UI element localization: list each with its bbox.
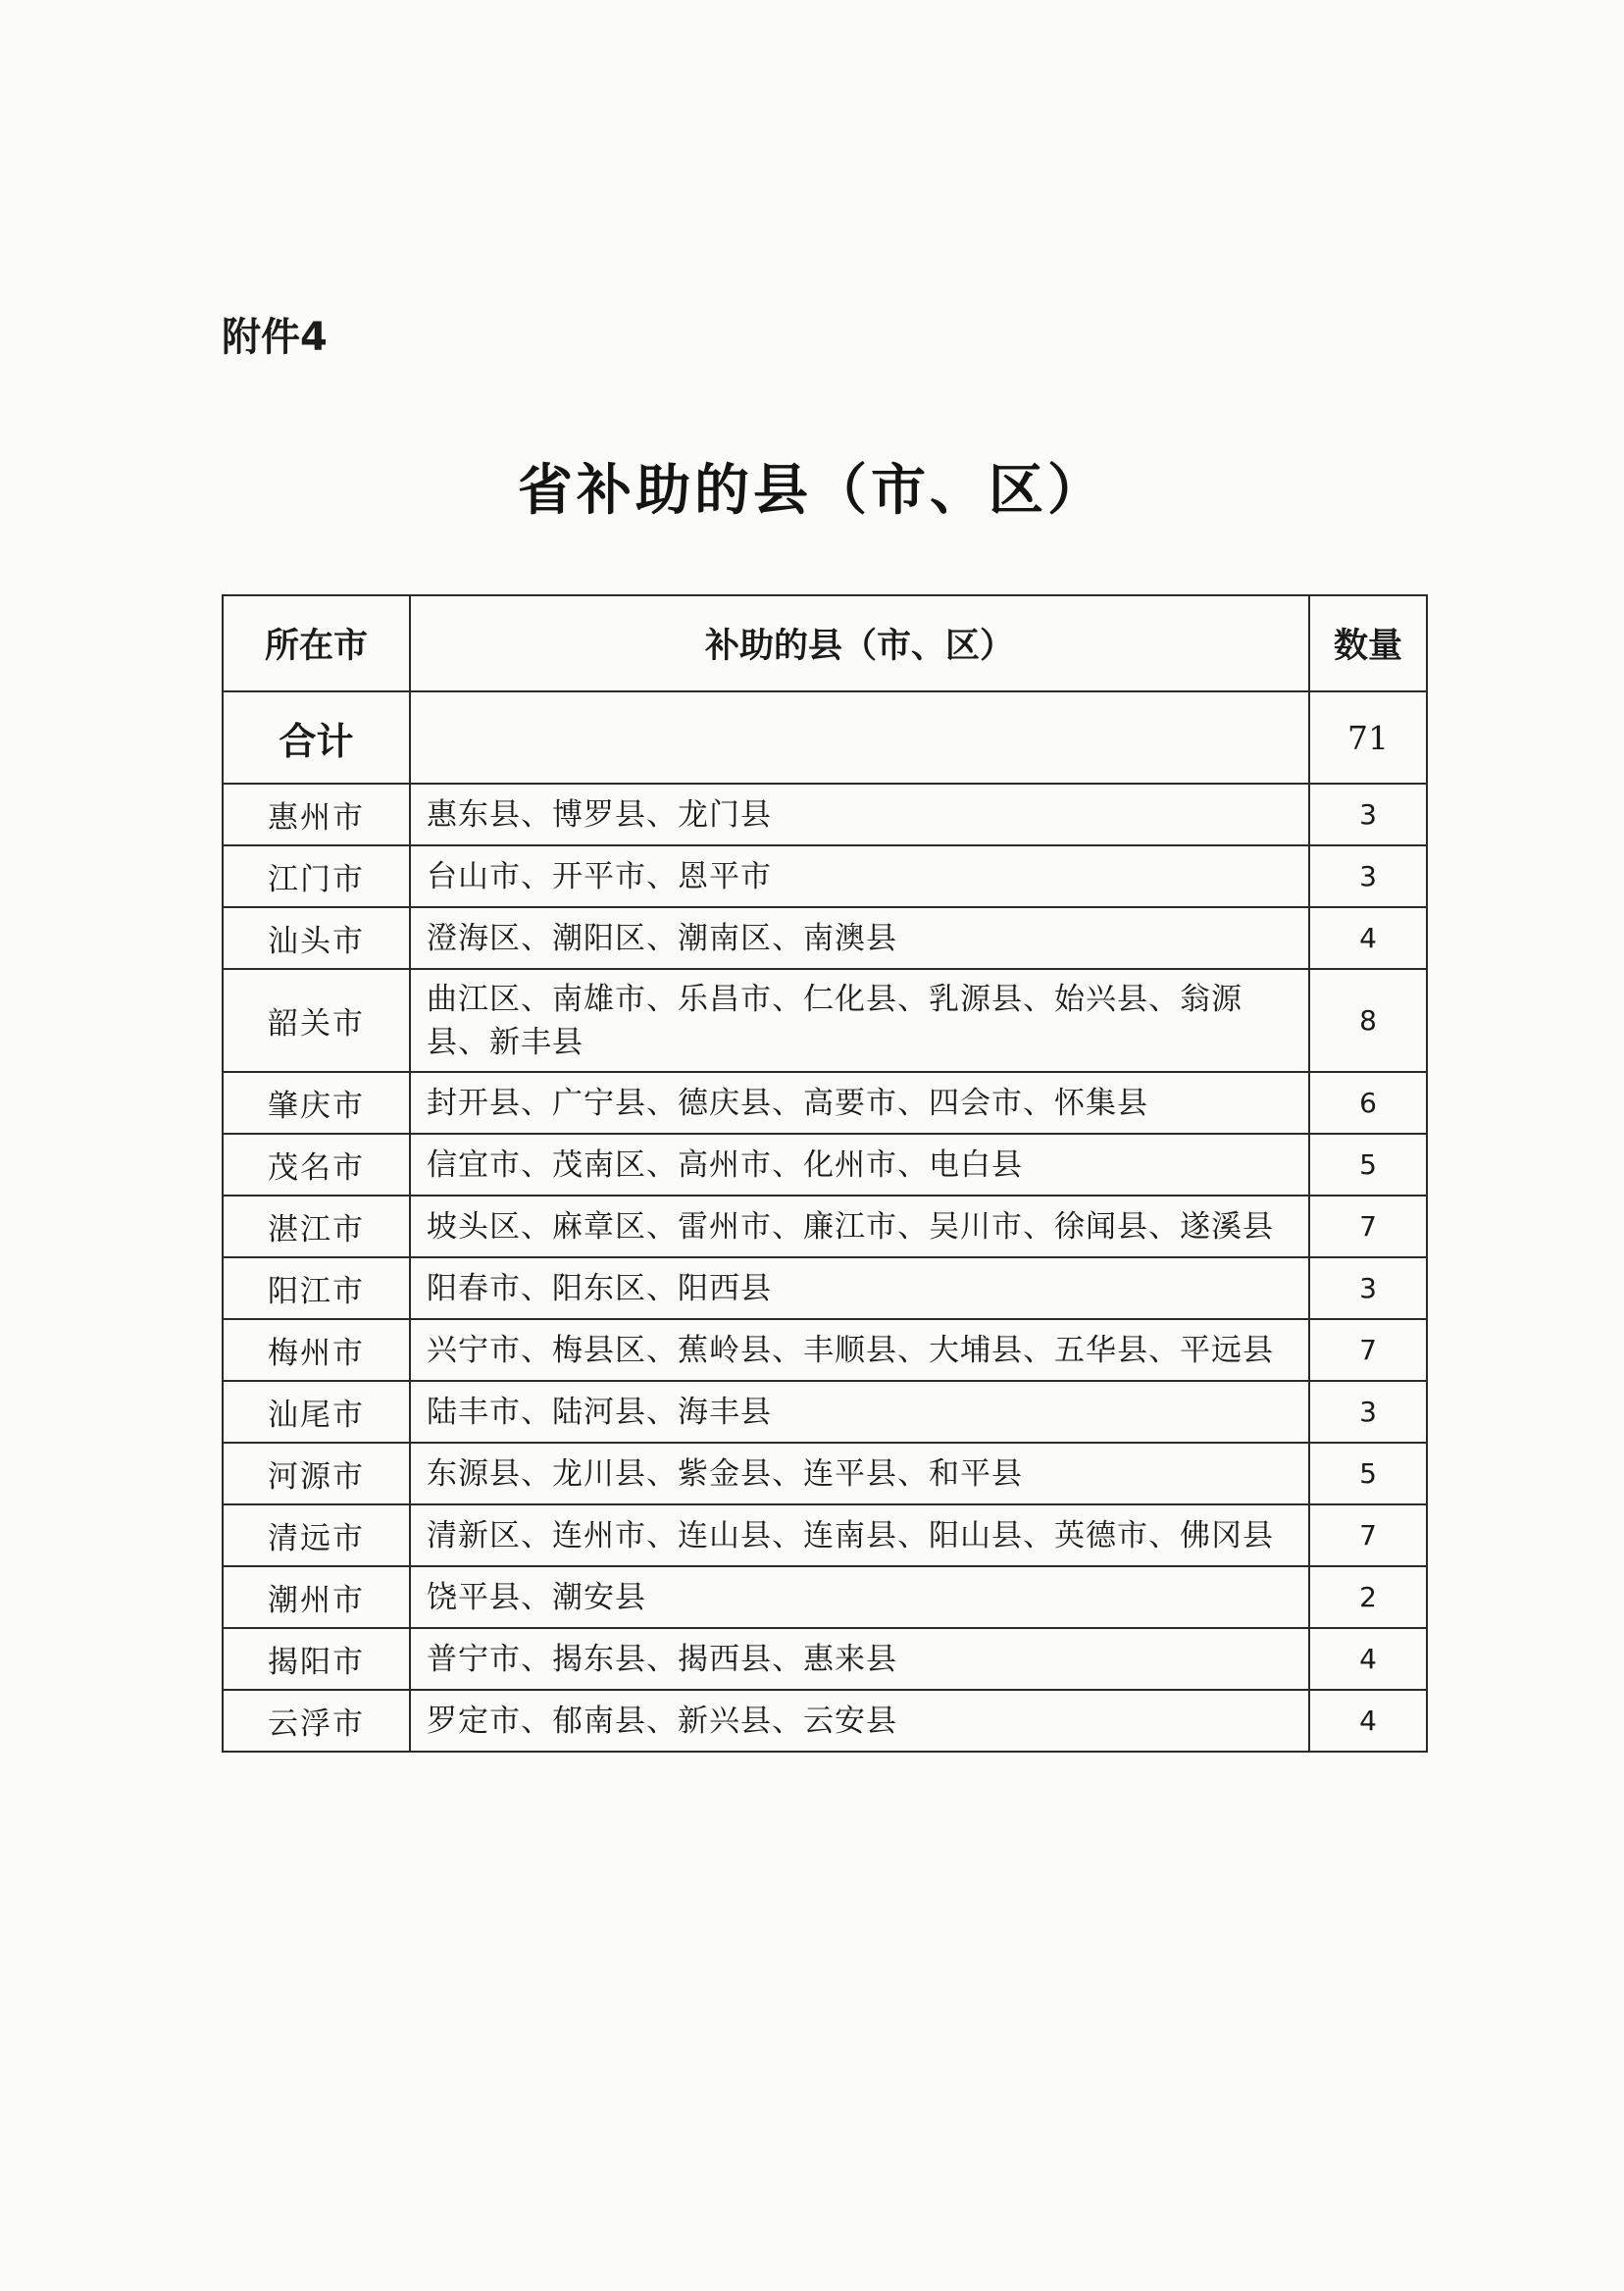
count-cell: 3 <box>1309 1381 1427 1443</box>
counties-cell: 封开县、广宁县、德庆县、高要市、四会市、怀集县 <box>410 1072 1309 1134</box>
counties-cell: 信宜市、茂南区、高州市、化州市、电白县 <box>410 1134 1309 1196</box>
counties-cell: 清新区、连州市、连山县、连南县、阳山县、英德市、佛冈县 <box>410 1504 1309 1566</box>
counties-cell: 普宁市、揭东县、揭西县、惠来县 <box>410 1628 1309 1690</box>
count-cell: 4 <box>1309 1628 1427 1690</box>
city-cell: 汕尾市 <box>223 1381 410 1443</box>
counties-cell: 饶平县、潮安县 <box>410 1566 1309 1628</box>
city-cell: 云浮市 <box>223 1690 410 1752</box>
counties-cell: 曲江区、南雄市、乐昌市、仁化县、乳源县、始兴县、翁源县、新丰县 <box>410 969 1309 1072</box>
counties-cell: 东源县、龙川县、紫金县、连平县、和平县 <box>410 1443 1309 1504</box>
table-row <box>223 845 1427 907</box>
header-city: 所在市 <box>223 595 410 691</box>
city-cell: 惠州市 <box>223 784 410 845</box>
city-cell: 揭阳市 <box>223 1628 410 1690</box>
table-row <box>223 1196 1427 1257</box>
count-cell: 5 <box>1309 1134 1427 1196</box>
count-cell: 3 <box>1309 845 1427 907</box>
city-cell: 湛江市 <box>223 1196 410 1257</box>
counties-cell: 惠东县、博罗县、龙门县 <box>410 784 1309 845</box>
table-row <box>223 1690 1427 1752</box>
count-cell: 7 <box>1309 1319 1427 1381</box>
table-row <box>223 1443 1427 1504</box>
header-counties: 补助的县（市、区） <box>410 595 1309 691</box>
table-row <box>223 1134 1427 1196</box>
table-header-row <box>223 595 1427 691</box>
city-cell: 茂名市 <box>223 1134 410 1196</box>
counties-cell: 陆丰市、陆河县、海丰县 <box>410 1381 1309 1443</box>
total-value: 71 <box>1309 691 1427 784</box>
city-cell: 河源市 <box>223 1443 410 1504</box>
city-cell: 阳江市 <box>223 1257 410 1319</box>
city-cell: 梅州市 <box>223 1319 410 1381</box>
count-cell: 8 <box>1309 969 1427 1072</box>
total-label: 合计 <box>223 691 410 784</box>
table-row <box>223 1072 1427 1134</box>
counties-cell: 阳春市、阳东区、阳西县 <box>410 1257 1309 1319</box>
counties-cell: 兴宁市、梅县区、蕉岭县、丰顺县、大埔县、五华县、平远县 <box>410 1319 1309 1381</box>
table-row <box>223 1257 1427 1319</box>
count-cell: 5 <box>1309 1443 1427 1504</box>
table-row <box>223 1566 1427 1628</box>
document-title: 省补助的县（市、区） <box>518 458 1106 523</box>
table-row <box>223 969 1427 1072</box>
subsidy-table <box>222 594 1428 1753</box>
total-empty-cell <box>410 691 1309 784</box>
counties-cell: 坡头区、麻章区、雷州市、廉江市、吴川市、徐闻县、遂溪县 <box>410 1196 1309 1257</box>
count-cell: 3 <box>1309 1257 1427 1319</box>
city-cell: 江门市 <box>223 845 410 907</box>
header-count: 数量 <box>1309 595 1427 691</box>
table-row <box>223 1381 1427 1443</box>
table-row <box>223 784 1427 845</box>
city-cell: 肇庆市 <box>223 1072 410 1134</box>
city-cell: 韶关市 <box>223 969 410 1072</box>
city-cell: 潮州市 <box>223 1566 410 1628</box>
total-row <box>223 691 1427 784</box>
city-cell: 清远市 <box>223 1504 410 1566</box>
table-row <box>223 1319 1427 1381</box>
count-cell: 7 <box>1309 1196 1427 1257</box>
counties-cell: 澄海区、潮阳区、潮南区、南澳县 <box>410 907 1309 969</box>
table-row <box>223 907 1427 969</box>
counties-cell: 台山市、开平市、恩平市 <box>410 845 1309 907</box>
table-row <box>223 1628 1427 1690</box>
attachment-label: 附件4 <box>222 315 328 360</box>
count-cell: 4 <box>1309 1690 1427 1752</box>
table-row <box>223 1504 1427 1566</box>
city-cell: 汕头市 <box>223 907 410 969</box>
counties-cell: 罗定市、郁南县、新兴县、云安县 <box>410 1690 1309 1752</box>
count-cell: 7 <box>1309 1504 1427 1566</box>
count-cell: 4 <box>1309 907 1427 969</box>
count-cell: 2 <box>1309 1566 1427 1628</box>
count-cell: 6 <box>1309 1072 1427 1134</box>
count-cell: 3 <box>1309 784 1427 845</box>
